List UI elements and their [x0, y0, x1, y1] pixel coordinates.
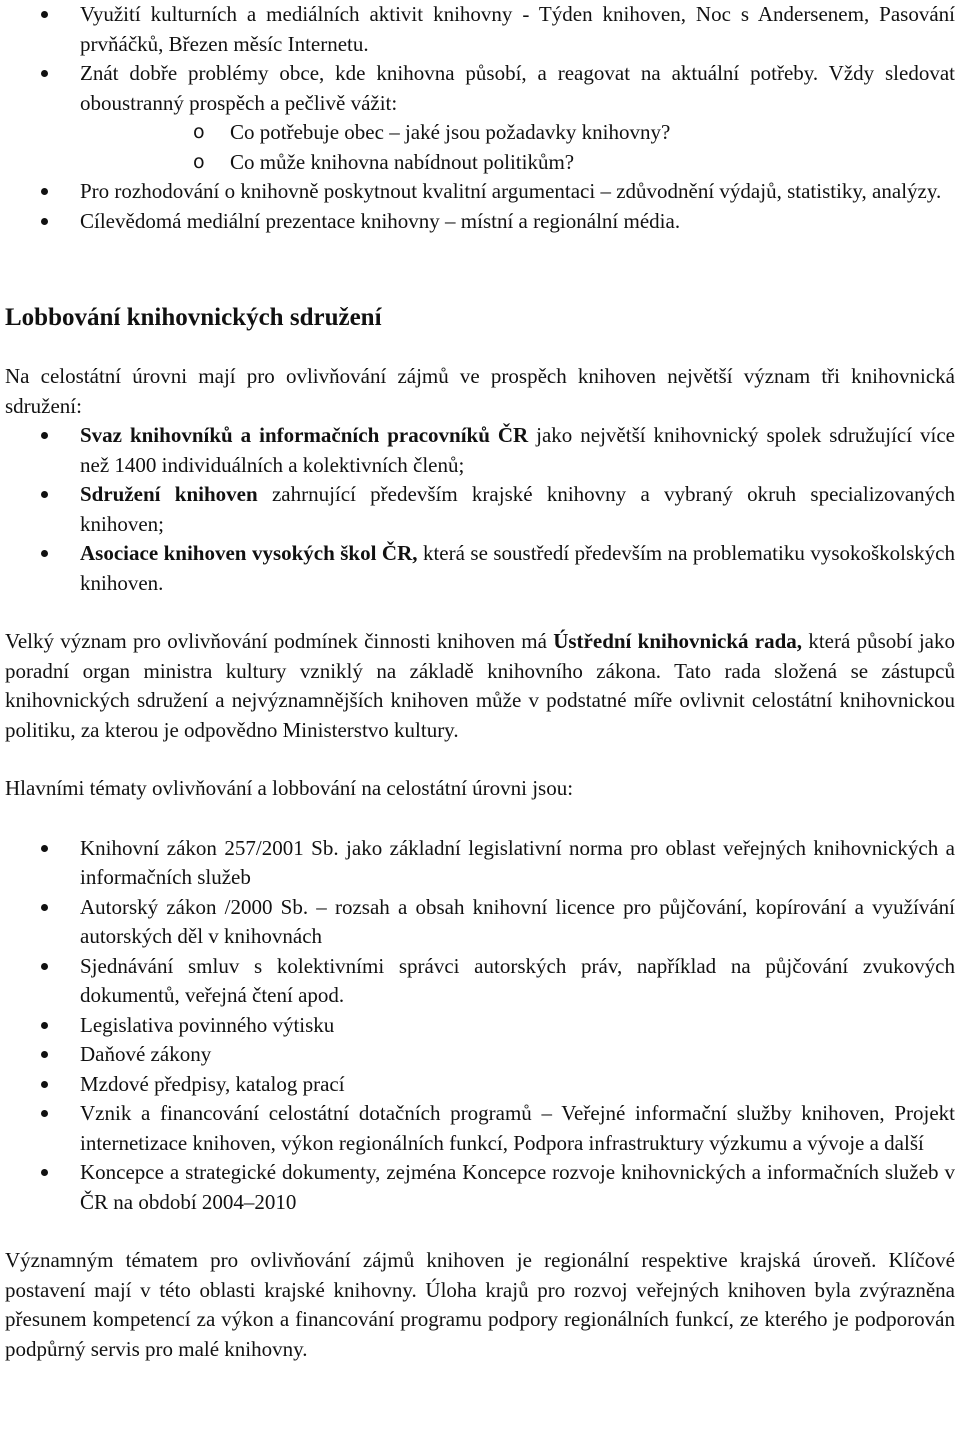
topics-heading: Hlavními tématy ovlivňování a lobbování na celostátní úrovni jsou:	[5, 776, 574, 800]
list-item: Autorský zákon /2000 Sb. – rozsah a obsah knihovní licence pro půjčování, kopírování a využívání autorských děl v knihovnách	[5, 893, 955, 952]
association-text: zahrnující především krajské knihovny a vybraný okruh specializovaných knihoven;	[80, 482, 956, 536]
associations-list	[5, 421, 955, 598]
list-item	[5, 59, 955, 177]
sub-list	[80, 118, 955, 177]
association-name: Sdružení knihoven	[80, 482, 258, 506]
list-item	[5, 539, 955, 598]
council-post: která působí jako poradní organ ministra kultury vzniklý na základě knihovního zákona. Tato rada složená se zástupců knihovnických sdružení a nejvýznamnějších knihoven může v podstatné míře ovlivnit celostátní knihovnickou politiku, za kterou je odpovědno Ministerstvo kultury.	[5, 629, 955, 742]
association-text: jako největší knihovnický spolek sdružující více než 1400 individuálních a kolektivních členů;	[80, 423, 955, 477]
association-name: Asociace knihoven vysokých škol ČR,	[80, 541, 418, 565]
list-item: Daňové zákony	[5, 1040, 955, 1070]
list-item: Pro rozhodování o knihovně poskytnout kvalitní argumentaci – zdůvodnění výdajů, statistiky, analýzy.	[5, 177, 955, 207]
list-item: Knihovní zákon 257/2001 Sb. jako základní legislativní norma pro oblast veřejných knihovnických a informačních služeb	[5, 834, 955, 893]
list-item	[5, 421, 955, 480]
topics-list	[5, 834, 955, 1218]
council-pre: Velký význam pro ovlivňování podmínek činnosti knihoven má	[5, 629, 554, 653]
intro-list	[5, 0, 955, 236]
sub-list-item: o Co potřebuje obec – jaké jsou požadavky knihovny?	[80, 118, 955, 148]
list-item-text: Znát dobře problémy obce, kde knihovna působí, a reagovat na aktuální potřeby. Vždy sledovat oboustranný prospěch a pečlivě vážit:	[80, 61, 955, 115]
association-text: která se soustředí především na problematiku vysokoškolských knihoven.	[80, 541, 955, 595]
council-name: Ústřední knihovnická rada,	[553, 629, 803, 653]
list-item: Využití kulturních a mediálních aktivit knihovny - Týden knihoven, Noc s Andersenem, Pasování prvňáčků, Březen měsíc Internetu.	[5, 0, 955, 59]
council-paragraph	[5, 627, 955, 745]
section-heading: Lobbování knihovnických sdružení	[5, 304, 382, 331]
list-item: Legislativa povinného výtisku	[5, 1011, 955, 1041]
sub-list-item: o Co může knihovna nabídnout politikům?	[80, 148, 955, 178]
list-item: Cílevědomá mediální prezentace knihovny – místní a regionální média.	[5, 207, 955, 237]
list-item	[5, 480, 955, 539]
section-intro: Na celostátní úrovni mají pro ovlivňování zájmů ve prospěch knihoven největší význam tři knihovnická sdružení:	[5, 364, 955, 418]
association-name: Svaz knihovníků a informačních pracovníků ČR	[80, 423, 529, 447]
list-item: Koncepce a strategické dokumenty, zejména Koncepce rozvoje knihovnických a informačních služeb v ČR na období 2004–2010	[5, 1158, 955, 1217]
list-item: Mzdové předpisy, katalog prací	[5, 1070, 955, 1100]
document-page	[5, 0, 955, 1364]
closing-paragraph: Významným tématem pro ovlivňování zájmů knihoven je regionální respektive krajská úroveň. Klíčové postavení mají v této oblasti krajské knihovny. Úloha krajů pro rozvoj veřejných knihoven byla zvýrazněna přesunem kompetencí za výkon a financování programu podpory regionálních funkcí, ze kterého je podporován podpůrný servis pro malé knihovny.	[5, 1248, 955, 1361]
list-item: Sjednávání smluv s kolektivními správci autorských práv, například na půjčování zvukových dokumentů, veřejná čtení apod.	[5, 952, 955, 1011]
list-item: Vznik a financování celostátní dotačních programů – Veřejné informační služby knihoven, Projekt internetizace knihoven, výkon regionálních funkcí, Podpora infrastruktury výzkumu a vývoje a další	[5, 1099, 955, 1158]
